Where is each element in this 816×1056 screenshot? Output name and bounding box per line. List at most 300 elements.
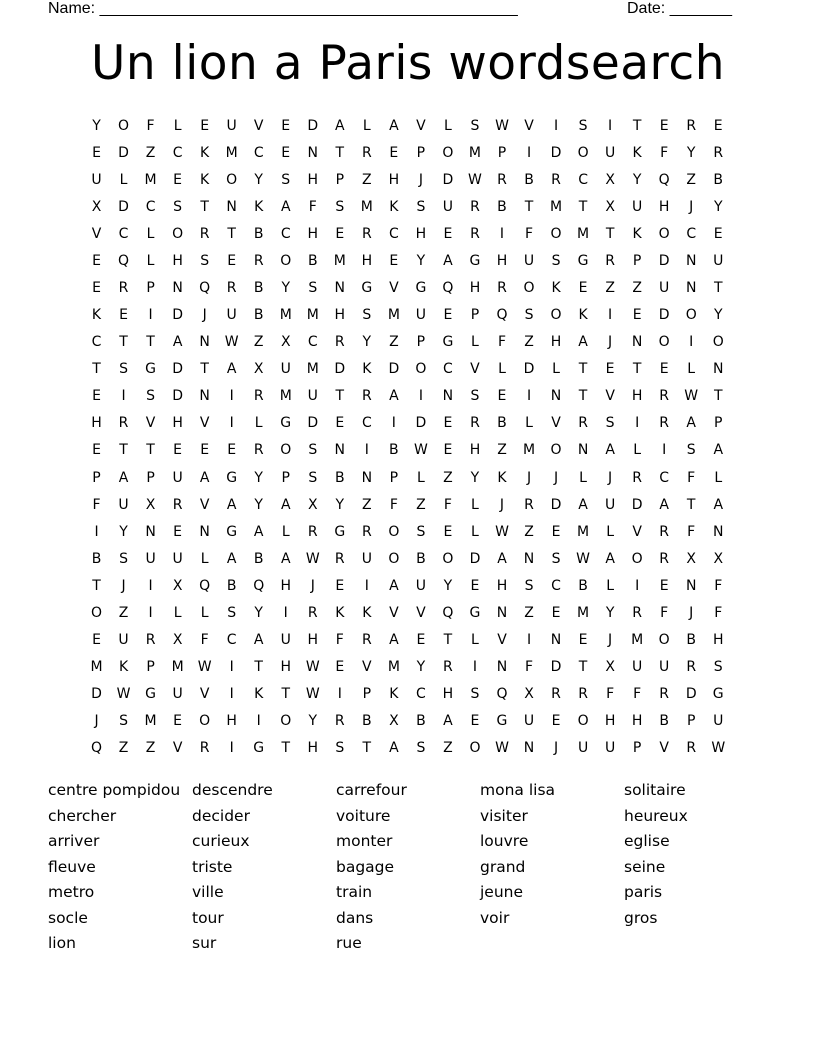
grid-cell: J xyxy=(553,740,559,757)
grid-cell: E xyxy=(443,415,453,432)
grid-cell: R xyxy=(497,171,507,188)
grid-cell: E xyxy=(659,361,669,378)
grid-cell: A xyxy=(389,740,399,757)
grid-cell: D xyxy=(550,496,562,513)
grid-cell: U xyxy=(91,171,102,188)
grid-cell: J xyxy=(608,469,613,486)
grid-cell: S xyxy=(281,171,291,188)
grid-cell: Q xyxy=(118,252,130,269)
grid-cell: U xyxy=(172,686,183,703)
grid-cell: C xyxy=(118,225,129,242)
grid-cell: E xyxy=(416,632,426,649)
grid-cell: H xyxy=(658,198,670,215)
grid-cell: B xyxy=(253,550,264,567)
word-item: lion xyxy=(48,934,76,952)
grid-cell: M xyxy=(360,198,373,215)
grid-cell: V xyxy=(632,523,642,540)
grid-cell: V xyxy=(659,740,669,757)
grid-cell: I xyxy=(635,577,640,594)
grid-cell: H xyxy=(604,713,616,730)
grid-cell: M xyxy=(577,225,590,242)
grid-cell: K xyxy=(551,280,561,296)
grid-cell: U xyxy=(604,740,616,757)
grid-cell: U xyxy=(442,198,454,215)
grid-cell: I xyxy=(121,388,126,405)
grid-cell: E xyxy=(119,307,128,324)
grid-cell: X xyxy=(686,550,696,567)
grid-cell: K xyxy=(118,659,129,676)
grid-cell: R xyxy=(253,442,264,459)
word-item: fleuve xyxy=(48,857,96,876)
grid-cell: R xyxy=(605,252,615,269)
grid-cell: F xyxy=(308,198,317,215)
grid-cell: F xyxy=(714,577,723,594)
grid-cell: H xyxy=(496,252,508,269)
grid-cell: X xyxy=(172,577,183,594)
grid-cell: O xyxy=(280,442,292,459)
grid-cell: L xyxy=(687,361,696,378)
grid-cell: N xyxy=(199,334,210,351)
grid-cell: C xyxy=(145,198,156,215)
grid-cell: M xyxy=(144,171,157,188)
grid-cell: V xyxy=(416,604,426,621)
grid-cell: R xyxy=(686,740,697,757)
grid-cell: H xyxy=(334,307,346,324)
grid-cell: S xyxy=(119,550,128,567)
grid-cell: U xyxy=(713,252,724,269)
grid-cell: T xyxy=(443,632,453,649)
grid-cell: L xyxy=(552,361,560,378)
grid-cell: G xyxy=(226,469,238,486)
grid-cell: Q xyxy=(253,577,265,594)
grid-cell: S xyxy=(470,686,480,703)
grid-cell: A xyxy=(578,334,588,351)
grid-cell: L xyxy=(498,361,506,378)
grid-cell: X xyxy=(307,496,318,513)
grid-cell: V xyxy=(91,225,102,242)
grid-cell: W xyxy=(468,171,482,188)
grid-cell: Z xyxy=(118,604,129,621)
grid-cell: L xyxy=(281,523,290,540)
grid-cell: W xyxy=(495,740,509,757)
grid-cell: H xyxy=(307,632,319,649)
grid-cell: Q xyxy=(442,604,454,621)
grid-cell: R xyxy=(334,334,345,351)
grid-cell: D xyxy=(415,415,427,432)
grid-cell: E xyxy=(173,442,183,459)
grid-cell: G xyxy=(415,280,427,296)
grid-cell: J xyxy=(310,577,315,594)
word-item: chercher xyxy=(48,806,117,825)
grid-cell: T xyxy=(254,659,263,676)
grid-cell: E xyxy=(92,144,101,161)
grid-cell: D xyxy=(172,307,183,324)
word-item: jeune xyxy=(480,883,524,901)
grid-cell: I xyxy=(256,713,261,730)
grid-cell: Q xyxy=(496,307,508,324)
grid-cell: I xyxy=(391,415,396,432)
grid-cell: P xyxy=(416,144,426,161)
word-item: arriver xyxy=(48,832,100,850)
grid-cell: B xyxy=(307,252,318,269)
grid-cell: H xyxy=(550,334,562,351)
grid-cell: E xyxy=(470,577,480,594)
grid-cell: S xyxy=(416,198,426,215)
grid-cell: A xyxy=(389,632,399,649)
grid-cell: R xyxy=(578,686,588,703)
grid-cell: I xyxy=(364,577,369,594)
grid-cell: O xyxy=(577,144,589,161)
grid-cell: U xyxy=(226,117,237,134)
grid-cell: U xyxy=(415,577,427,594)
grid-cell: S xyxy=(605,415,615,432)
grid-cell: A xyxy=(443,252,453,269)
word-item: voir xyxy=(480,908,510,927)
grid-cell: M xyxy=(306,307,319,324)
grid-cell: S xyxy=(551,252,561,269)
grid-cell: R xyxy=(524,496,534,513)
grid-cell: S xyxy=(416,740,426,757)
grid-cell: G xyxy=(469,252,481,269)
grid-cell: S xyxy=(227,604,237,621)
grid-cell: U xyxy=(226,307,237,324)
grid-cell: C xyxy=(172,144,183,161)
grid-cell: U xyxy=(361,550,372,567)
grid-cell: B xyxy=(253,225,264,242)
word-item: mona lisa xyxy=(480,781,556,799)
grid-cell: F xyxy=(524,659,534,676)
grid-cell: X xyxy=(172,632,183,649)
grid-cell: G xyxy=(712,686,724,703)
grid-cell: U xyxy=(280,632,291,649)
grid-cell: Y xyxy=(416,659,426,676)
word-item: train xyxy=(336,883,373,901)
grid-cell: F xyxy=(146,117,155,134)
grid-cell: U xyxy=(604,496,616,513)
word-column xyxy=(336,778,480,957)
word-item: tour xyxy=(192,908,224,927)
grid-cell: T xyxy=(362,740,372,757)
grid-cell: X xyxy=(605,659,615,676)
word-item: voiture xyxy=(336,806,391,825)
grid-cell: H xyxy=(307,171,319,188)
grid-cell: K xyxy=(632,225,642,242)
grid-cell: U xyxy=(659,659,670,676)
grid-cell: B xyxy=(389,442,399,459)
grid-cell: B xyxy=(659,713,669,730)
grid-cell: F xyxy=(200,632,209,649)
grid-cell: L xyxy=(471,496,479,513)
grid-cell: C xyxy=(416,686,426,703)
grid-cell: R xyxy=(443,659,453,676)
grid-cell: A xyxy=(280,550,291,567)
grid-cell: L xyxy=(173,117,182,134)
grid-cell: Y xyxy=(254,171,263,188)
grid-cell: D xyxy=(307,415,319,432)
grid-cell: E xyxy=(173,171,183,188)
grid-cell: H xyxy=(280,577,291,594)
grid-cell: E xyxy=(281,117,291,134)
grid-cell: Y xyxy=(713,307,723,324)
grid-cell: R xyxy=(118,415,129,432)
grid-cell: J xyxy=(418,171,423,188)
grid-cell: D xyxy=(91,686,102,703)
grid-cell: L xyxy=(525,415,533,432)
grid-cell: N xyxy=(442,388,454,405)
grid-cell: E xyxy=(443,307,453,324)
grid-cell: L xyxy=(606,523,615,540)
grid-cell: U xyxy=(145,550,156,567)
grid-cell: G xyxy=(280,415,292,432)
grid-cell: M xyxy=(333,252,346,269)
letter-grid xyxy=(83,112,732,762)
grid-cell: E xyxy=(632,307,642,324)
grid-cell: T xyxy=(146,442,155,459)
grid-cell: P xyxy=(335,171,345,188)
grid-cell: K xyxy=(389,686,399,703)
grid-cell: H xyxy=(226,713,237,730)
grid-cell: E xyxy=(551,604,561,621)
grid-cell: N xyxy=(334,442,346,459)
grid-cell: I xyxy=(526,144,532,161)
grid-cell: X xyxy=(605,171,615,188)
grid-cell: I xyxy=(364,442,369,459)
grid-cell: D xyxy=(118,144,129,161)
grid-cell: O xyxy=(199,713,211,730)
grid-cell: H xyxy=(91,415,102,432)
grid-cell: W xyxy=(711,740,726,757)
grid-cell: Z xyxy=(632,280,642,296)
grid-cell: R xyxy=(307,604,318,621)
grid-cell: I xyxy=(229,415,234,432)
word-item: centre pompidou xyxy=(48,781,181,799)
grid-cell: J xyxy=(689,604,694,621)
grid-cell: N xyxy=(199,523,210,540)
grid-cell: N xyxy=(685,577,697,594)
grid-cell: R xyxy=(253,388,264,405)
grid-cell: W xyxy=(576,550,590,567)
grid-cell: H xyxy=(442,686,454,703)
grid-cell: T xyxy=(605,225,615,242)
grid-cell: S xyxy=(416,523,426,540)
grid-cell: O xyxy=(442,144,454,161)
grid-cell: Z xyxy=(524,604,534,621)
grid-cell: B xyxy=(713,171,724,188)
grid-cell: C xyxy=(388,225,399,242)
grid-cell: S xyxy=(578,117,588,134)
word-item: triste xyxy=(192,857,233,876)
grid-cell: G xyxy=(442,334,454,351)
grid-cell: I xyxy=(148,307,153,324)
grid-cell: X xyxy=(389,713,399,730)
grid-cell: Y xyxy=(470,469,480,486)
grid-cell: F xyxy=(660,604,669,621)
grid-cell: U xyxy=(307,388,318,405)
grid-cell: D xyxy=(631,496,643,513)
grid-cell: Y xyxy=(335,496,345,513)
grid-cell: E xyxy=(659,577,669,594)
grid-cell: F xyxy=(714,604,723,621)
grid-cell: V xyxy=(145,415,156,432)
grid-cell: M xyxy=(225,144,238,161)
grid-cell: E xyxy=(92,252,101,269)
grid-cell: D xyxy=(307,117,319,134)
word-item: heureux xyxy=(624,806,688,825)
grid-cell: S xyxy=(335,198,345,215)
grid-cell: V xyxy=(199,415,210,432)
grid-cell: A xyxy=(226,496,237,513)
grid-cell: R xyxy=(659,523,670,540)
grid-cell: H xyxy=(361,252,373,269)
grid-cell: C xyxy=(280,225,291,242)
grid-cell: O xyxy=(469,740,481,757)
grid-cell: H xyxy=(415,225,427,242)
grid-cell: E xyxy=(227,252,237,269)
grid-cell: D xyxy=(118,198,129,215)
grid-cell: O xyxy=(631,550,643,567)
grid-cell: E xyxy=(551,523,561,540)
grid-cell: I xyxy=(337,686,342,703)
grid-cell: V xyxy=(172,740,183,757)
grid-cell: E xyxy=(389,252,399,269)
grid-cell: O xyxy=(550,307,562,324)
grid-cell: H xyxy=(631,713,643,730)
word-column xyxy=(48,778,192,957)
grid-cell: V xyxy=(199,686,210,703)
grid-cell: Z xyxy=(416,496,426,513)
grid-cell: S xyxy=(362,307,372,324)
grid-cell: Z xyxy=(605,280,615,296)
grid-cell: C xyxy=(361,415,372,432)
grid-cell: Z xyxy=(524,334,534,351)
grid-cell: R xyxy=(551,686,561,703)
grid-cell: B xyxy=(253,307,264,324)
grid-cell: E xyxy=(470,713,480,730)
grid-cell: Z xyxy=(686,171,696,188)
grid-cell: P xyxy=(92,469,101,486)
grid-cell: P xyxy=(497,144,507,161)
word-bank xyxy=(48,778,768,957)
grid-cell: N xyxy=(685,280,697,296)
grid-cell: V xyxy=(416,117,426,134)
grid-cell: L xyxy=(444,117,452,134)
grid-cell: V xyxy=(362,659,372,676)
grid-cell: N xyxy=(577,442,589,459)
grid-cell: J xyxy=(526,469,532,486)
grid-cell: U xyxy=(713,713,724,730)
grid-cell: I xyxy=(283,604,288,621)
grid-cell: I xyxy=(229,686,234,703)
grid-cell: T xyxy=(200,361,209,378)
grid-cell: E xyxy=(200,117,210,134)
grid-cell: M xyxy=(279,307,292,324)
grid-cell: T xyxy=(632,361,642,378)
grid-cell: H xyxy=(280,659,291,676)
grid-cell: A xyxy=(118,469,129,486)
grid-cell: O xyxy=(91,604,103,621)
grid-cell: J xyxy=(608,334,613,351)
grid-cell: I xyxy=(229,659,234,676)
grid-cell: A xyxy=(389,577,399,594)
grid-cell: N xyxy=(496,604,508,621)
grid-cell: T xyxy=(713,280,723,296)
grid-cell: N xyxy=(523,550,535,567)
grid-cell: U xyxy=(632,198,643,215)
grid-cell: C xyxy=(659,469,670,486)
grid-cell: M xyxy=(144,713,157,730)
grid-cell: H xyxy=(172,415,183,432)
word-column xyxy=(624,778,768,957)
grid-cell: G xyxy=(577,252,589,269)
grid-cell: T xyxy=(713,388,723,405)
grid-cell: N xyxy=(496,659,508,676)
grid-cell: B xyxy=(91,550,102,567)
grid-cell: Y xyxy=(443,577,453,594)
grid-cell: E xyxy=(227,442,237,459)
grid-cell: Q xyxy=(199,280,211,296)
grid-cell: K xyxy=(362,361,372,378)
grid-cell: N xyxy=(685,252,697,269)
grid-cell: T xyxy=(335,388,345,405)
grid-cell: H xyxy=(469,442,481,459)
grid-cell: T xyxy=(200,198,209,215)
grid-cell: Q xyxy=(91,740,103,757)
word-item: curieux xyxy=(192,832,250,850)
grid-cell: E xyxy=(443,225,453,242)
grid-cell: A xyxy=(280,496,291,513)
grid-cell: J xyxy=(202,307,207,324)
grid-cell: L xyxy=(200,550,209,567)
word-item: grand xyxy=(480,857,526,876)
grid-cell: Y xyxy=(713,198,723,215)
grid-cell: N xyxy=(199,388,210,405)
grid-cell: K xyxy=(497,469,507,486)
grid-cell: A xyxy=(713,496,724,513)
grid-cell: I xyxy=(689,334,694,351)
grid-cell: T xyxy=(119,442,128,459)
header-line xyxy=(48,0,748,20)
grid-cell: E xyxy=(200,442,210,459)
grid-cell: K xyxy=(91,307,102,324)
grid-cell: B xyxy=(416,713,426,730)
grid-cell: T xyxy=(578,659,588,676)
grid-cell: Q xyxy=(496,686,508,703)
grid-cell: U xyxy=(118,496,129,513)
word-item: paris xyxy=(624,883,663,901)
grid-cell: B xyxy=(226,577,237,594)
grid-cell: D xyxy=(172,361,183,378)
grid-cell: M xyxy=(577,604,590,621)
grid-cell: Q xyxy=(658,171,670,188)
grid-cell: Y xyxy=(362,334,372,351)
grid-cell: R xyxy=(253,252,264,269)
grid-cell: G xyxy=(226,523,238,540)
grid-cell: L xyxy=(119,171,128,188)
word-column xyxy=(480,778,624,957)
grid-cell: P xyxy=(281,469,290,486)
grid-cell: Z xyxy=(253,334,264,351)
grid-cell: F xyxy=(524,225,534,242)
grid-cell: S xyxy=(551,550,561,567)
grid-cell: E xyxy=(335,225,345,242)
grid-cell: H xyxy=(496,577,508,594)
grid-cell: B xyxy=(416,550,426,567)
grid-cell: F xyxy=(687,523,696,540)
grid-cell: C xyxy=(91,334,102,351)
grid-cell: O xyxy=(685,307,697,324)
grid-cell: V xyxy=(199,496,210,513)
grid-cell: Z xyxy=(443,740,453,757)
